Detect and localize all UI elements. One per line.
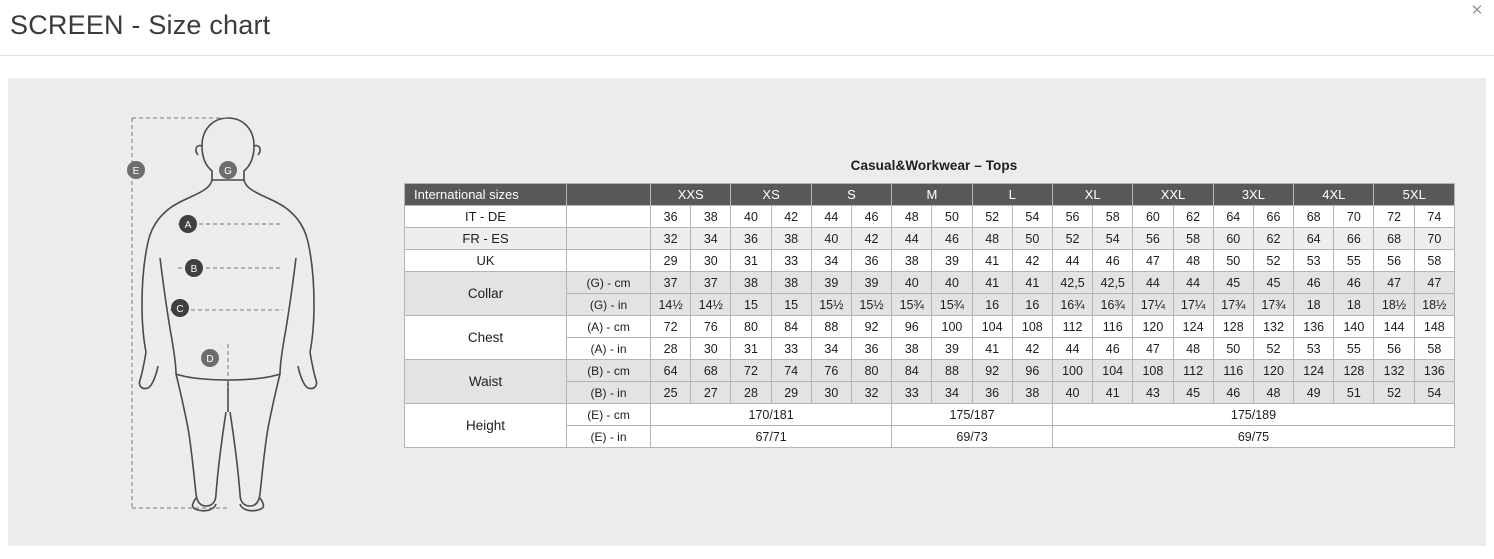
cell: 18½ — [1374, 294, 1414, 316]
cell: 136 — [1294, 316, 1334, 338]
row-sub — [567, 206, 651, 228]
row-label-waist: Waist — [405, 360, 567, 404]
cell: 44 — [1052, 338, 1092, 360]
cell: 50 — [1213, 250, 1253, 272]
cell: 144 — [1374, 316, 1414, 338]
cell: 46 — [1294, 272, 1334, 294]
cell: 29 — [771, 382, 811, 404]
cell: 40 — [811, 228, 851, 250]
cell: 45 — [1173, 382, 1213, 404]
cell: 84 — [892, 360, 932, 382]
cell: 53 — [1294, 338, 1334, 360]
cell: 80 — [851, 360, 891, 382]
cell: 47 — [1414, 272, 1454, 294]
cell: 37 — [651, 272, 691, 294]
cell: 39 — [811, 272, 851, 294]
table-row — [405, 360, 1455, 382]
header-size-xs: XS — [731, 184, 811, 206]
cell: 112 — [1173, 360, 1213, 382]
row-sub — [567, 228, 651, 250]
cell: 38 — [731, 272, 771, 294]
cell: 56 — [1052, 206, 1092, 228]
cell: 15 — [771, 294, 811, 316]
row-sub: (E) - in — [567, 426, 651, 448]
cell: 15¾ — [932, 294, 972, 316]
cell: 42,5 — [1093, 272, 1133, 294]
cell: 96 — [1012, 360, 1052, 382]
cell: 68 — [1294, 206, 1334, 228]
cell: 17¼ — [1133, 294, 1173, 316]
cell: 32 — [851, 382, 891, 404]
cell: 33 — [771, 338, 811, 360]
cell: 41 — [1012, 272, 1052, 294]
cell: 40 — [892, 272, 932, 294]
cell: 47 — [1133, 250, 1173, 272]
cell: 76 — [691, 316, 731, 338]
svg-text:A: A — [184, 220, 192, 231]
cell: 72 — [731, 360, 771, 382]
cell: 17¾ — [1253, 294, 1293, 316]
cell: 74 — [771, 360, 811, 382]
cell: 49 — [1294, 382, 1334, 404]
cell: 70 — [1334, 206, 1374, 228]
row-sub: (B) - cm — [567, 360, 651, 382]
row-label: FR - ES — [405, 228, 567, 250]
cell: 104 — [972, 316, 1012, 338]
cell: 132 — [1374, 360, 1414, 382]
cell: 55 — [1334, 250, 1374, 272]
cell: 41 — [972, 250, 1012, 272]
table-row — [405, 404, 1455, 426]
cell: 52 — [1052, 228, 1092, 250]
header-size-s: S — [811, 184, 891, 206]
cell: 112 — [1052, 316, 1092, 338]
cell: 40 — [1052, 382, 1092, 404]
cell: 16 — [972, 294, 1012, 316]
cell: 38 — [771, 272, 811, 294]
cell: 52 — [1374, 382, 1414, 404]
cell: 136 — [1414, 360, 1454, 382]
size-chart-table — [404, 183, 1455, 448]
cell: 51 — [1334, 382, 1374, 404]
cell: 64 — [651, 360, 691, 382]
row-label-collar: Collar — [405, 272, 567, 316]
cell: 50 — [1213, 338, 1253, 360]
cell: 47 — [1133, 338, 1173, 360]
cell: 33 — [892, 382, 932, 404]
cell: 108 — [1012, 316, 1052, 338]
cell: 124 — [1173, 316, 1213, 338]
row-sub: (G) - cm — [567, 272, 651, 294]
page-title: SCREEN - Size chart — [10, 10, 271, 40]
cell: 52 — [1253, 338, 1293, 360]
cell: 41 — [972, 338, 1012, 360]
cell: 15½ — [811, 294, 851, 316]
cell: 128 — [1334, 360, 1374, 382]
cell: 96 — [892, 316, 932, 338]
cell: 48 — [1173, 250, 1213, 272]
cell: 108 — [1133, 360, 1173, 382]
cell: 25 — [651, 382, 691, 404]
header-size-l: L — [972, 184, 1052, 206]
row-sub: (B) - in — [567, 382, 651, 404]
cell: 58 — [1414, 338, 1454, 360]
cell: 48 — [1173, 338, 1213, 360]
cell: 29 — [651, 250, 691, 272]
cell: 46 — [932, 228, 972, 250]
cell: 14½ — [651, 294, 691, 316]
table-row — [405, 206, 1455, 228]
row-label: IT - DE — [405, 206, 567, 228]
cell: 44 — [811, 206, 851, 228]
cell: 140 — [1334, 316, 1374, 338]
cell: 42 — [1012, 250, 1052, 272]
svg-text:E: E — [132, 166, 140, 177]
table-row — [405, 316, 1455, 338]
cell: 38 — [892, 250, 932, 272]
cell: 40 — [731, 206, 771, 228]
cell: 17¼ — [1173, 294, 1213, 316]
header-size-m: M — [892, 184, 972, 206]
cell: 92 — [851, 316, 891, 338]
cell: 44 — [1173, 272, 1213, 294]
cell: 44 — [1052, 250, 1092, 272]
cell: 16¾ — [1093, 294, 1133, 316]
cell: 45 — [1213, 272, 1253, 294]
cell: 15½ — [851, 294, 891, 316]
header-size-3xl: 3XL — [1213, 184, 1293, 206]
size-chart-table-wrap — [404, 158, 1464, 448]
cell: 50 — [1012, 228, 1052, 250]
close-icon[interactable]: ✕ — [1470, 2, 1484, 19]
cell: 46 — [851, 206, 891, 228]
body-measurement-figure — [118, 108, 348, 518]
cell: 18 — [1334, 294, 1374, 316]
row-label: UK — [405, 250, 567, 272]
cell-height-group: 69/75 — [1052, 426, 1454, 448]
cell: 84 — [771, 316, 811, 338]
cell: 54 — [1012, 206, 1052, 228]
cell: 42 — [771, 206, 811, 228]
cell: 44 — [1133, 272, 1173, 294]
cell: 16¾ — [1052, 294, 1092, 316]
cell: 47 — [1374, 272, 1414, 294]
cell: 45 — [1253, 272, 1293, 294]
table-row — [405, 272, 1455, 294]
cell: 88 — [932, 360, 972, 382]
cell: 54 — [1093, 228, 1133, 250]
cell: 34 — [691, 228, 731, 250]
header-size-xl: XL — [1052, 184, 1132, 206]
cell: 76 — [811, 360, 851, 382]
cell: 36 — [851, 338, 891, 360]
cell: 38 — [691, 206, 731, 228]
cell: 50 — [932, 206, 972, 228]
cell: 88 — [811, 316, 851, 338]
cell: 100 — [932, 316, 972, 338]
cell: 39 — [932, 338, 972, 360]
cell: 100 — [1052, 360, 1092, 382]
cell: 66 — [1253, 206, 1293, 228]
cell: 54 — [1414, 382, 1454, 404]
cell: 148 — [1414, 316, 1454, 338]
cell: 48 — [1253, 382, 1293, 404]
header-size-xxl: XXL — [1133, 184, 1213, 206]
cell: 16 — [1012, 294, 1052, 316]
row-sub — [567, 250, 651, 272]
cell: 56 — [1374, 250, 1414, 272]
cell: 46 — [1213, 382, 1253, 404]
cell: 92 — [972, 360, 1012, 382]
cell: 72 — [651, 316, 691, 338]
cell: 28 — [651, 338, 691, 360]
cell: 41 — [1093, 382, 1133, 404]
cell: 43 — [1133, 382, 1173, 404]
cell: 39 — [851, 272, 891, 294]
table-row — [405, 250, 1455, 272]
cell: 66 — [1334, 228, 1374, 250]
cell: 41 — [972, 272, 1012, 294]
cell: 42,5 — [1052, 272, 1092, 294]
cell: 34 — [811, 338, 851, 360]
cell: 48 — [892, 206, 932, 228]
cell: 32 — [651, 228, 691, 250]
svg-text:B: B — [190, 264, 198, 275]
cell: 33 — [771, 250, 811, 272]
row-label-height: Height — [405, 404, 567, 448]
cell: 74 — [1414, 206, 1454, 228]
header-international-sizes: International sizes — [405, 184, 567, 206]
cell: 31 — [731, 338, 771, 360]
cell: 68 — [691, 360, 731, 382]
cell: 56 — [1374, 338, 1414, 360]
cell: 120 — [1253, 360, 1293, 382]
cell: 36 — [972, 382, 1012, 404]
cell: 72 — [1374, 206, 1414, 228]
cell: 30 — [691, 250, 731, 272]
row-sub: (E) - cm — [567, 404, 651, 426]
cell: 17¾ — [1213, 294, 1253, 316]
cell: 58 — [1093, 206, 1133, 228]
cell: 40 — [932, 272, 972, 294]
cell: 52 — [972, 206, 1012, 228]
cell: 64 — [1294, 228, 1334, 250]
cell: 46 — [1093, 338, 1133, 360]
cell: 30 — [811, 382, 851, 404]
cell: 18½ — [1414, 294, 1454, 316]
cell: 128 — [1213, 316, 1253, 338]
dialog-header — [0, 0, 1494, 56]
cell-height-group: 175/189 — [1052, 404, 1454, 426]
cell: 68 — [1374, 228, 1414, 250]
header-sub-blank — [567, 184, 651, 206]
cell: 36 — [731, 228, 771, 250]
cell: 116 — [1213, 360, 1253, 382]
cell: 46 — [1334, 272, 1374, 294]
cell: 39 — [932, 250, 972, 272]
cell: 64 — [1213, 206, 1253, 228]
row-label-chest: Chest — [405, 316, 567, 360]
cell: 30 — [691, 338, 731, 360]
cell: 124 — [1294, 360, 1334, 382]
cell: 42 — [851, 228, 891, 250]
cell: 58 — [1173, 228, 1213, 250]
cell: 28 — [731, 382, 771, 404]
cell: 14½ — [691, 294, 731, 316]
cell: 62 — [1253, 228, 1293, 250]
cell: 60 — [1213, 228, 1253, 250]
cell: 15¾ — [892, 294, 932, 316]
cell: 58 — [1414, 250, 1454, 272]
cell-height-group: 170/181 — [651, 404, 892, 426]
cell: 52 — [1253, 250, 1293, 272]
cell-height-group: 67/71 — [651, 426, 892, 448]
cell: 48 — [972, 228, 1012, 250]
cell: 116 — [1093, 316, 1133, 338]
cell: 38 — [771, 228, 811, 250]
cell: 120 — [1133, 316, 1173, 338]
cell-height-group: 69/73 — [892, 426, 1053, 448]
cell: 37 — [691, 272, 731, 294]
svg-text:C: C — [176, 304, 184, 315]
row-sub: (A) - in — [567, 338, 651, 360]
size-chart-panel — [8, 78, 1486, 546]
cell-height-group: 175/187 — [892, 404, 1053, 426]
cell: 34 — [811, 250, 851, 272]
table-header-row — [405, 184, 1455, 206]
cell: 46 — [1093, 250, 1133, 272]
row-sub: (G) - in — [567, 294, 651, 316]
header-size-5xl: 5XL — [1374, 184, 1455, 206]
cell: 34 — [932, 382, 972, 404]
cell: 38 — [892, 338, 932, 360]
table-row — [405, 228, 1455, 250]
cell: 27 — [691, 382, 731, 404]
cell: 60 — [1133, 206, 1173, 228]
row-sub: (A) - cm — [567, 316, 651, 338]
cell: 53 — [1294, 250, 1334, 272]
cell: 36 — [651, 206, 691, 228]
cell: 42 — [1012, 338, 1052, 360]
cell: 70 — [1414, 228, 1454, 250]
cell: 31 — [731, 250, 771, 272]
cell: 38 — [1012, 382, 1052, 404]
header-size-xxs: XXS — [651, 184, 731, 206]
cell: 36 — [851, 250, 891, 272]
svg-text:G: G — [224, 166, 232, 177]
cell: 104 — [1093, 360, 1133, 382]
cell: 62 — [1173, 206, 1213, 228]
cell: 55 — [1334, 338, 1374, 360]
cell: 44 — [892, 228, 932, 250]
chart-title: Casual&Workwear – Tops — [850, 158, 1018, 173]
cell: 18 — [1294, 294, 1334, 316]
header-size-4xl: 4XL — [1294, 184, 1374, 206]
svg-text:D: D — [206, 354, 214, 365]
cell: 132 — [1253, 316, 1293, 338]
cell: 15 — [731, 294, 771, 316]
cell: 80 — [731, 316, 771, 338]
cell: 56 — [1133, 228, 1173, 250]
